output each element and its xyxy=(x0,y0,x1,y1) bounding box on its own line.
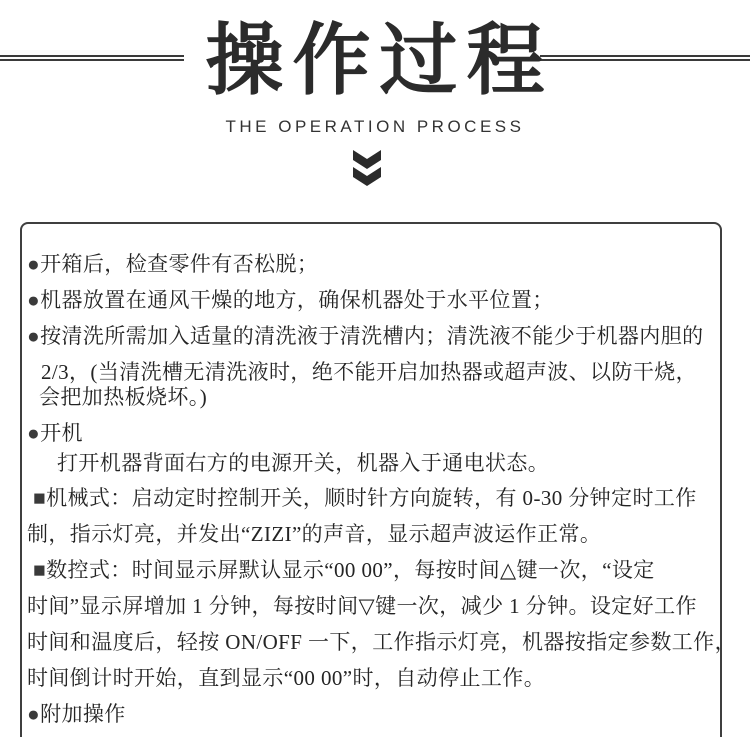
instruction-line xyxy=(27,421,716,446)
bullet-icon: ● xyxy=(27,324,41,348)
bullet-icon: ● xyxy=(27,702,41,726)
square-bullet-icon: ■ xyxy=(33,486,47,510)
instruction-line xyxy=(27,451,716,476)
bullet-icon: ● xyxy=(27,421,41,445)
square-bullet-icon: ■ xyxy=(33,558,47,582)
instruction-text: 时间和温度后，轻按 ON/OFF 一下，工作指示灯亮，机器按指定参数工作， xyxy=(27,630,736,654)
instruction-text: 打开机器背面右方的电源开关，机器入于通电状态。 xyxy=(57,451,550,475)
instruction-text: 数控式：时间显示屏默认显示“00 00”，每按时间△键一次，“设定 xyxy=(46,558,655,582)
bullet-icon: ● xyxy=(27,252,41,276)
instruction-text: 开箱后，检查零件有否松脱； xyxy=(40,252,319,276)
instruction-text: 附加操作 xyxy=(40,702,126,726)
instruction-text: 机械式：启动定时控制开关，顺时针方向旋转，有 0-30 分钟定时工作 xyxy=(46,486,697,510)
page-subtitle: THE OPERATION PROCESS xyxy=(225,117,525,136)
instruction-line xyxy=(27,594,716,619)
instruction-text: 2/3，(当清洗槽无清洗液时，绝不能开启加热器或超声波、以防干烧， xyxy=(41,360,698,384)
instruction-text: 时间倒计时开始，直到显示“00 00”时，自动停止工作。 xyxy=(27,666,546,690)
instruction-text: 会把加热板烧坏。) xyxy=(39,385,208,409)
instruction-line xyxy=(27,522,716,547)
page-title: 操作过程 xyxy=(205,16,554,104)
bullet-icon: ● xyxy=(27,288,41,312)
instruction-line xyxy=(27,558,716,583)
instruction-line xyxy=(27,666,716,691)
instructions-panel xyxy=(20,222,736,737)
instruction-line xyxy=(27,385,716,410)
instruction-line xyxy=(27,360,716,385)
instruction-text: 开机 xyxy=(40,421,83,445)
instruction-line xyxy=(27,252,716,277)
instruction-line xyxy=(27,630,736,655)
instruction-text: 时间”显示屏增加 1 分钟，每按时间▽键一次，减少 1 分钟。设定好工作 xyxy=(27,594,697,618)
instruction-text: 制，指示灯亮，并发出“ZIZI”的声音，显示超声波运作正常。 xyxy=(27,522,602,546)
instruction-text: 机器放置在通风干燥的地方，确保机器处于水平位置； xyxy=(40,288,554,312)
instruction-line xyxy=(27,702,716,727)
instruction-line xyxy=(27,324,716,349)
double-chevron-down-icon xyxy=(352,150,382,188)
instruction-text: 按清洗所需加入适量的清洗液于清洗槽内；清洗液不能少于机器内胆的 xyxy=(40,324,704,348)
instruction-line xyxy=(27,288,716,313)
instruction-line xyxy=(27,486,716,511)
